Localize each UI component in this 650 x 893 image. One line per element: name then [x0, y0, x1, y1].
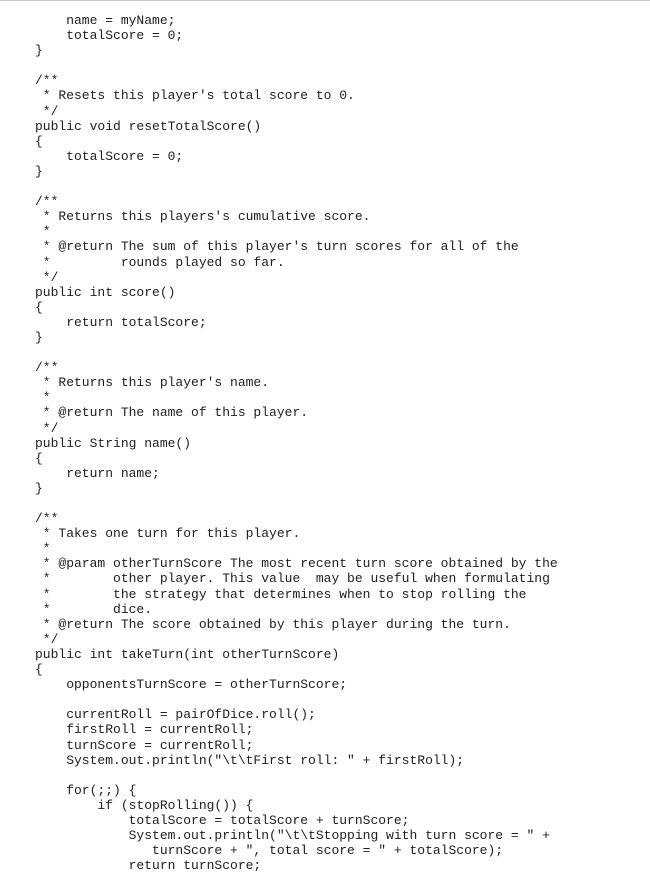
code-line: System.out.println("\t\tStopping with turn score = " + — [35, 828, 550, 844]
code-line: * rounds played so far. — [35, 254, 285, 270]
code-line: * @return The name of this player. — [35, 405, 309, 421]
code-line: } — [35, 163, 43, 179]
code-line: } — [35, 329, 43, 345]
code-line: * — [35, 390, 51, 406]
code-line: * — [35, 224, 51, 240]
code-line: */ — [35, 631, 59, 647]
code-line: { — [35, 662, 43, 678]
code-line — [35, 692, 558, 707]
code-line: public void resetTotalScore() — [35, 118, 262, 134]
code-line — [35, 496, 558, 511]
code-line — [35, 58, 558, 73]
code-line: public String name() — [35, 435, 192, 451]
code-line: return totalScore; — [35, 314, 207, 330]
code-line: return turnScore; — [35, 858, 262, 874]
code-line: totalScore = 0; — [35, 28, 184, 44]
code-line: totalScore = totalScore + turnScore; — [35, 812, 410, 828]
code-line: currentRoll = pairOfDice.roll(); — [35, 707, 316, 723]
code-line: } — [35, 480, 43, 496]
code-line: */ — [35, 103, 59, 119]
code-line — [35, 768, 558, 783]
code-line: * Takes one turn for this player. — [35, 526, 301, 542]
code-line: * Returns this player's name. — [35, 375, 270, 391]
code-line: return name; — [35, 465, 160, 481]
code-line: firstRoll = currentRoll; — [35, 722, 254, 738]
code-line: /** — [35, 511, 59, 527]
code-line: public int takeTurn(int otherTurnScore) — [35, 646, 340, 662]
code-line: name = myName; — [35, 13, 176, 28]
code-line: * — [35, 541, 51, 557]
code-line: * dice. — [35, 601, 153, 617]
code-line: * other player. This value may be useful when formulating — [35, 571, 550, 587]
code-line: * Returns this players's cumulative score. — [35, 209, 371, 225]
top-divider — [0, 0, 650, 1]
code-line: /** — [35, 360, 59, 376]
code-line: for(;;) { — [35, 782, 137, 798]
code-line: * @return The sum of this player's turn scores for all of the — [35, 239, 519, 255]
code-line: /** — [35, 73, 59, 89]
code-line — [35, 345, 558, 360]
code-line: { — [35, 133, 43, 149]
code-line — [35, 179, 558, 194]
code-line: * @return The score obtained by this player during the turn. — [35, 616, 511, 632]
code-line: opponentsTurnScore = otherTurnScore; — [35, 677, 348, 693]
code-line: /** — [35, 194, 59, 210]
code-line: if (stopRolling()) { — [35, 797, 254, 813]
code-line: public int score() — [35, 284, 176, 300]
code-line: { — [35, 450, 43, 466]
code-line: } — [35, 43, 43, 59]
code-listing — [35, 13, 558, 873]
code-line: turnScore = currentRoll; — [35, 737, 254, 753]
code-line: turnScore + ", total score = " + totalScore); — [35, 843, 504, 859]
code-line: * @param otherTurnScore The most recent turn score obtained by the — [35, 556, 558, 572]
code-line: totalScore = 0; — [35, 148, 184, 164]
code-line: * Resets this player's total score to 0. — [35, 88, 355, 104]
code-line: * the strategy that determines when to stop rolling the — [35, 586, 527, 602]
code-line: { — [35, 299, 43, 315]
code-line: */ — [35, 269, 59, 285]
code-line: System.out.println("\t\tFirst roll: " + firstRoll); — [35, 752, 465, 768]
code-line: */ — [35, 420, 59, 436]
